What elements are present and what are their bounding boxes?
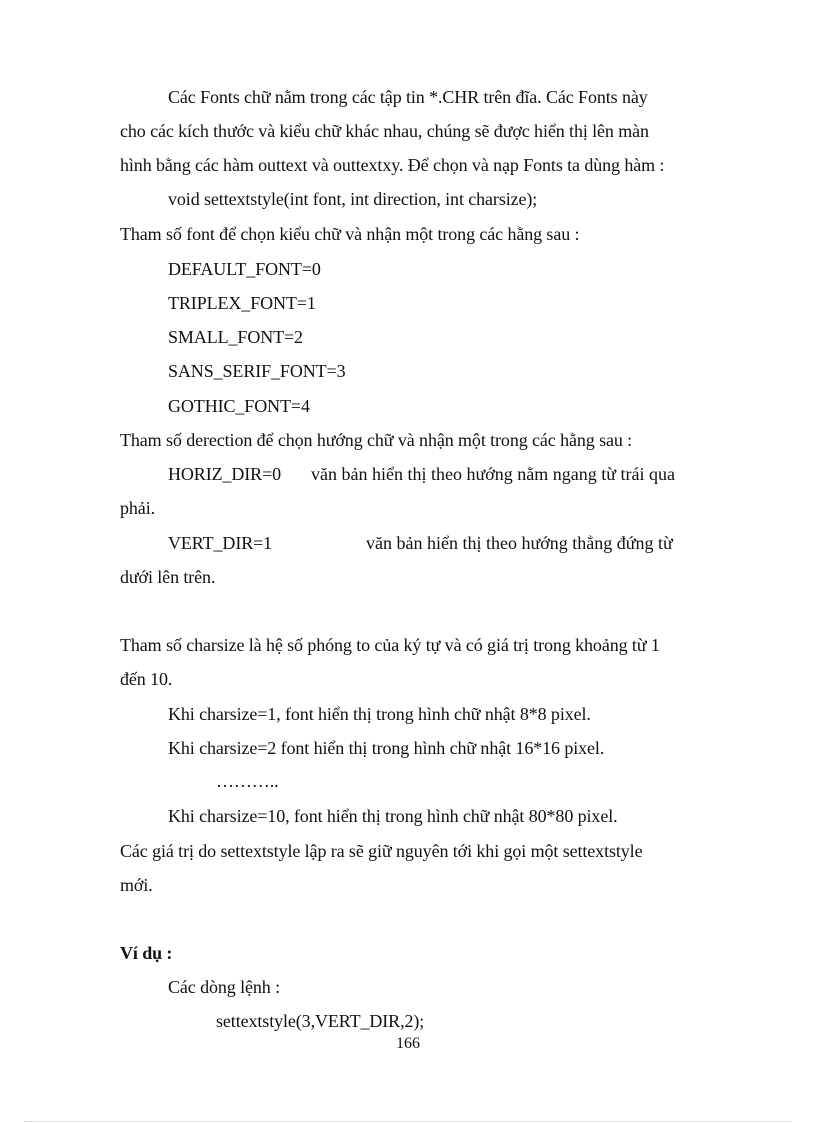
- example-intro: Các dòng lệnh :: [168, 977, 280, 997]
- charsize-intro-line-2: đến 10.: [120, 669, 173, 689]
- persist-note-line-1: Các giá trị do settextstyle lập ra sẽ giữ nguyên tới khi gọi một settextstyle: [120, 841, 643, 861]
- font-constant-sans-serif: SANS_SERIF_FONT=3: [168, 361, 346, 381]
- example-heading: Ví dụ :: [120, 943, 173, 963]
- example-code-line: settextstyle(3,VERT_DIR,2);: [216, 1011, 425, 1031]
- font-constant-small: SMALL_FONT=2: [168, 327, 303, 347]
- function-signature: void settextstyle(int font, int direction, int charsize);: [168, 189, 538, 209]
- paragraph-1-line-2: cho các kích thước và kiểu chữ khác nhau, chúng sẽ được hiển thị lên màn: [120, 121, 649, 141]
- horiz-dir-description: văn bản hiển thị theo hướng nằm ngang từ trái qua: [311, 464, 675, 484]
- font-constant-gothic: GOTHIC_FONT=4: [168, 396, 310, 416]
- charsize-ellipsis: ………..: [216, 771, 279, 791]
- charsize-example-1: Khi charsize=1, font hiển thị trong hình chữ nhật 8*8 pixel.: [168, 704, 591, 724]
- charsize-intro-line-1: Tham số charsize là hệ số phóng to của ký tự và có giá trị trong khoảng từ 1: [120, 635, 660, 655]
- paragraph-1-line-1: Các Fonts chữ nằm trong các tập tin *.CHR trên đĩa. Các Fonts này: [168, 87, 648, 107]
- vert-dir-description: văn bản hiển thị theo hướng thẳng đứng từ: [366, 533, 673, 553]
- vert-dir-description-cont: dưới lên trên.: [120, 567, 216, 587]
- font-constant-triplex: TRIPLEX_FONT=1: [168, 293, 316, 313]
- charsize-example-3: Khi charsize=10, font hiển thị trong hình chữ nhật 80*80 pixel.: [168, 806, 618, 826]
- horiz-dir-description-cont: phải.: [120, 498, 155, 518]
- font-constant-default: DEFAULT_FONT=0: [168, 259, 321, 279]
- horiz-dir-constant: HORIZ_DIR=0: [168, 464, 282, 484]
- page-number: 166: [396, 1035, 420, 1052]
- vert-dir-constant: VERT_DIR=1: [168, 533, 273, 553]
- footer-divider: [24, 1121, 792, 1122]
- charsize-example-2: Khi charsize=2 font hiển thị trong hình chữ nhật 16*16 pixel.: [168, 738, 605, 758]
- paragraph-1-line-3: hình bằng các hàm outtext và outtextxy. Để chọn và nạp Fonts ta dùng hàm :: [120, 155, 665, 175]
- direction-param-intro: Tham số derection để chọn hướng chữ và nhận một trong các hằng sau :: [120, 430, 633, 450]
- font-param-intro: Tham số font để chọn kiểu chữ và nhận một trong các hằng sau :: [120, 224, 580, 244]
- persist-note-line-2: mới.: [120, 875, 153, 895]
